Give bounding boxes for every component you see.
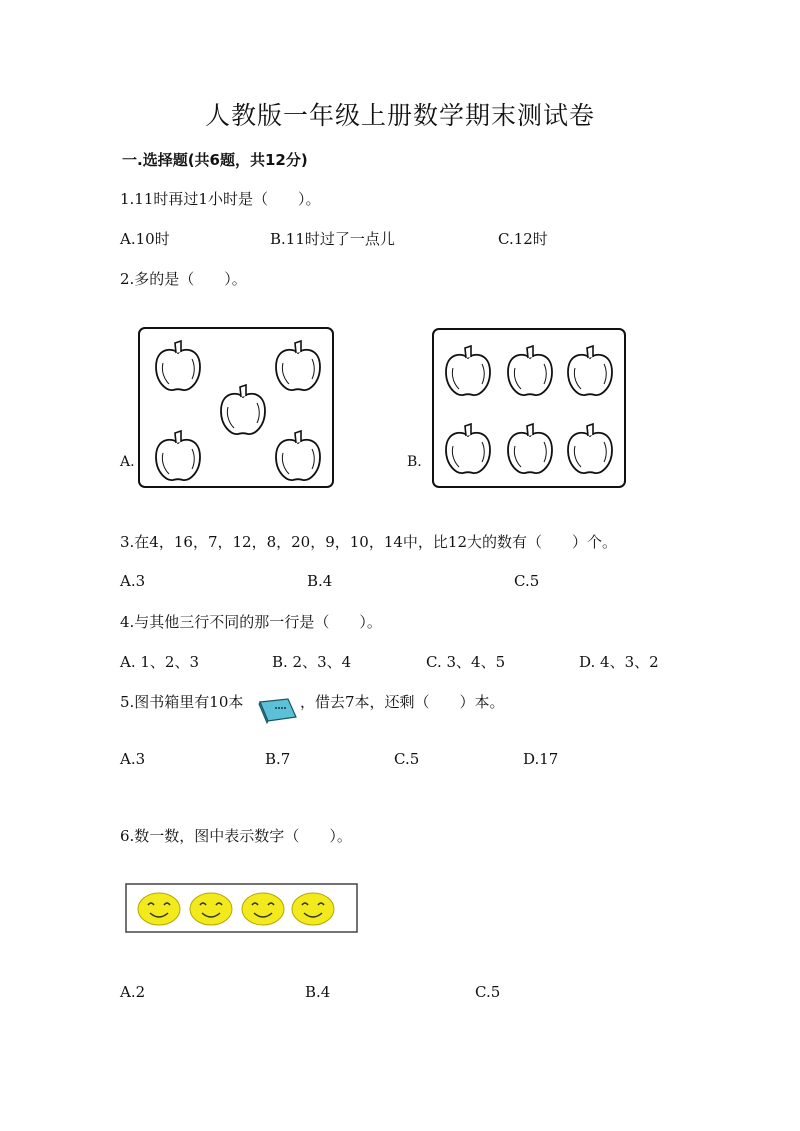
apple-icon: [276, 341, 320, 390]
q1-option-c: C.12时: [498, 230, 548, 248]
apple-icon: [446, 424, 490, 473]
q3-option-a: A.3: [120, 572, 146, 590]
apple-icon: [446, 346, 490, 395]
smiley-icon: [242, 893, 284, 925]
page-title: 人教版一年级上册数学期末测试卷: [204, 101, 595, 130]
apple-icon: [568, 424, 612, 473]
q3-option-b: B.4: [307, 572, 333, 590]
apple-box-a: [138, 327, 334, 488]
q2-option-b: B.: [407, 454, 422, 470]
smiley-icon: [190, 893, 232, 925]
question-3: 3.在4，16，7，12，8，20，9，10，14中，比12大的数有（ ）个。: [120, 533, 618, 551]
apple-icon: [568, 346, 612, 395]
q6-option-b: B.4: [305, 983, 331, 1001]
smiley-icon: [138, 893, 180, 925]
book-icon: [258, 697, 298, 723]
q6-option-c: C.5: [475, 983, 501, 1001]
apple-icon: [221, 385, 265, 434]
apple-icon: [508, 424, 552, 473]
q1-option-a: A.10时: [120, 230, 170, 248]
q5-option-b: B.7: [265, 750, 291, 768]
smiley-box: [125, 883, 358, 933]
q4-option-d: D. 4、3、2: [579, 653, 659, 671]
apple-icon: [156, 431, 200, 480]
question-6: 6.数一数，图中表示数字（ ）。: [120, 827, 352, 845]
q5-option-d: D.17: [523, 750, 559, 768]
smiley-icon: [292, 893, 334, 925]
q5-option-a: A.3: [120, 750, 146, 768]
question-4: 4.与其他三行不同的那一行是（ ）。: [120, 613, 382, 631]
q4-option-b: B. 2、3、4: [272, 653, 352, 671]
q2-option-a: A.: [120, 454, 135, 470]
q4-option-a: A. 1、2、3: [120, 653, 199, 671]
section-heading: 一.选择题(共6题，共12分): [122, 151, 308, 169]
apple-icon: [508, 346, 552, 395]
question-5-part-1: 5.图书箱里有10本: [120, 693, 244, 711]
q5-option-c: C.5: [394, 750, 420, 768]
question-5-part-2: ，借去7本，还剩（ ）本。: [300, 693, 505, 711]
question-1: 1.11时再过1小时是（ ）。: [120, 190, 321, 208]
apple-icon: [156, 341, 200, 390]
q1-option-b: B.11时过了一点儿: [270, 230, 395, 248]
apple-box-b: [432, 328, 626, 488]
question-2: 2.多的是（ ）。: [120, 270, 247, 288]
q4-option-c: C. 3、4、5: [426, 653, 506, 671]
q3-option-c: C.5: [514, 572, 540, 590]
apple-icon: [276, 431, 320, 480]
q6-option-a: A.2: [120, 983, 146, 1001]
